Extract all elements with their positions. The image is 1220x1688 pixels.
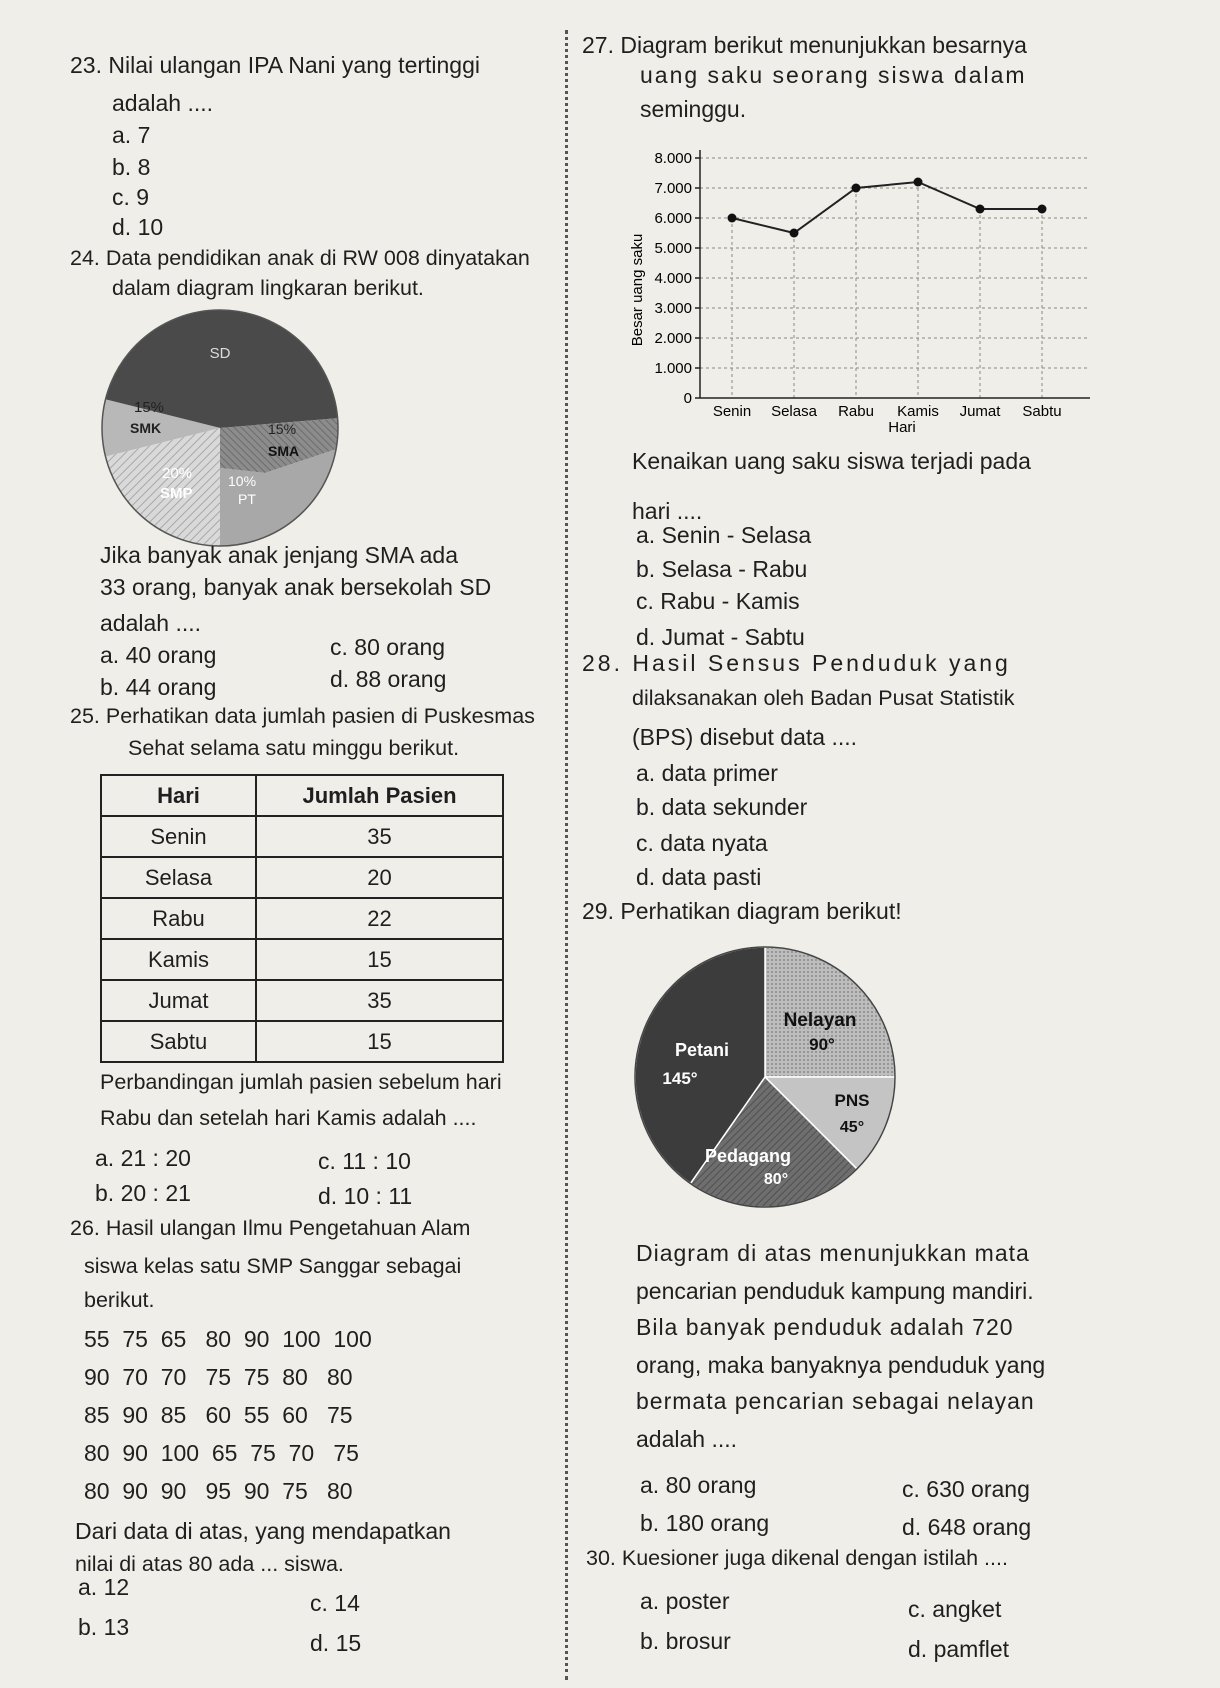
y-tick-label: 1.000 — [654, 360, 692, 377]
q27-stem-line3: seminggu. — [640, 96, 747, 122]
x-category-label: Senin — [712, 403, 752, 420]
pie2-value-pns: 45° — [839, 1119, 865, 1136]
line-chart-point — [914, 178, 923, 187]
pie1-value-smp: 20% — [162, 465, 193, 482]
pie2-value-pedagang: 80° — [763, 1171, 789, 1188]
q26-body-line1: Dari data di atas, yang mendapatkan — [75, 1518, 451, 1544]
q28-option-a: a. data primer — [636, 760, 778, 786]
table-cell-day: Senin — [101, 816, 256, 857]
q26-score-row: 85 90 85 60 55 60 75 — [84, 1402, 353, 1428]
q25-body-line2: Rabu dan setelah hari Kamis adalah .... — [100, 1106, 477, 1130]
column-divider — [565, 30, 568, 1680]
x-category-label: Kamis — [897, 403, 939, 420]
q29-body-line1: Diagram di atas menunjukkan mata — [636, 1240, 1030, 1266]
pie2-value-petani: 145° — [662, 1069, 698, 1088]
q26-option-c: c. 14 — [310, 1590, 360, 1616]
line-chart-series — [732, 182, 1042, 233]
q28-option-b: b. data sekunder — [636, 794, 808, 820]
table-row — [101, 816, 503, 857]
pie1-label-sma: SMA — [268, 443, 300, 459]
table-header-day: Hari — [101, 775, 256, 816]
q30-option-c: c. angket — [908, 1596, 1002, 1622]
q29-body-line2: pencarian penduduk kampung mandiri. — [636, 1278, 1034, 1304]
q23-option-c: c. 9 — [112, 184, 150, 210]
table-cell-day: Jumat — [101, 980, 256, 1021]
pie1-label-smk: SMK — [130, 420, 162, 436]
line-chart-point — [976, 205, 985, 214]
x-category-label: Sabtu — [1022, 403, 1062, 420]
q26-score-row: 80 90 100 65 75 70 75 — [84, 1440, 359, 1466]
x-category-label: Rabu — [838, 403, 874, 420]
table-header-row — [101, 775, 503, 816]
q25-option-d: d. 10 : 11 — [318, 1183, 413, 1209]
q26-stem-line2: siswa kelas satu SMP Sanggar sebagai — [84, 1254, 462, 1278]
q28-stem-line1: 28. Hasil Sensus Penduduk yang — [582, 650, 1011, 676]
y-tick-label: 6.000 — [654, 210, 692, 227]
q27-option-d: d. Jumat - Sabtu — [636, 624, 805, 650]
education-pie-chart — [100, 308, 340, 548]
q27-option-b: b. Selasa - Rabu — [636, 556, 808, 582]
q29-option-a: a. 80 orang — [640, 1472, 757, 1498]
q27-stem-line1: 27. Diagram berikut menunjukkan besarnya — [582, 32, 1027, 58]
table-row — [101, 898, 503, 939]
y-tick-label: 7.000 — [654, 180, 692, 197]
line-chart-point — [728, 214, 737, 223]
q25-option-a: a. 21 : 20 — [95, 1145, 191, 1171]
q29-stem: 29. Perhatikan diagram berikut! — [582, 898, 902, 924]
q29-option-d: d. 648 orang — [902, 1514, 1032, 1540]
table-cell-patients: 15 — [256, 939, 503, 980]
q27-body-line1: Kenaikan uang saku siswa terjadi pada — [632, 448, 1031, 474]
table-cell-day: Selasa — [101, 857, 256, 898]
q26-option-b: b. 13 — [78, 1614, 130, 1640]
table-header-patients: Jumlah Pasien — [256, 775, 503, 816]
q28-option-d: d. data pasti — [636, 864, 762, 890]
q29-option-c: c. 630 orang — [902, 1476, 1030, 1502]
q26-body-line2: nilai di atas 80 ada ... siswa. — [75, 1552, 344, 1576]
q25-option-c: c. 11 : 10 — [318, 1148, 411, 1174]
line-chart-xlabel: Hari — [888, 419, 916, 436]
line-chart-ylabel: Besar uang saku — [629, 233, 646, 347]
line-chart-point — [1038, 205, 1047, 214]
table-cell-day: Kamis — [101, 939, 256, 980]
q24-option-c: c. 80 orang — [330, 634, 446, 660]
q28-option-c: c. data nyata — [636, 830, 768, 856]
pie2-label-nelayan: Nelayan — [783, 1010, 857, 1031]
q24-option-a: a. 40 orang — [100, 642, 217, 668]
pie1-label-pt: PT — [238, 491, 256, 507]
q26-score-row: 55 75 65 80 90 100 100 — [84, 1326, 372, 1352]
q26-option-a: a. 12 — [78, 1574, 130, 1600]
table-row — [101, 980, 503, 1021]
table-row — [101, 1021, 503, 1062]
q24-option-b: b. 44 orang — [100, 674, 217, 700]
q25-body-line1: Perbandingan jumlah pasien sebelum hari — [100, 1070, 502, 1094]
q30-option-a: a. poster — [640, 1588, 730, 1614]
q23-stem-line1: 23. Nilai ulangan IPA Nani yang tertinggi — [70, 52, 481, 78]
q26-score-row: 80 90 90 95 90 75 80 — [84, 1478, 353, 1504]
q30-option-d: d. pamflet — [908, 1636, 1009, 1662]
q23-option-a: a. 7 — [112, 122, 151, 148]
table-cell-day: Sabtu — [101, 1021, 256, 1062]
patient-table — [100, 774, 504, 1063]
q24-stem-line2: dalam diagram lingkaran berikut. — [112, 276, 424, 300]
pie1-label-smp: SMP — [160, 485, 193, 502]
q24-option-d: d. 88 orang — [330, 666, 447, 692]
q24-body-line1: Jika banyak anak jenjang SMA ada — [100, 542, 459, 568]
q26-stem-line3: berikut. — [84, 1288, 155, 1312]
q29-body-line6: adalah .... — [636, 1426, 738, 1452]
q28-stem-line3: (BPS) disebut data .... — [632, 724, 858, 750]
y-tick-label: 3.000 — [654, 300, 692, 317]
q23-option-d: d. 10 — [112, 214, 164, 240]
q27-option-a: a. Senin - Selasa — [636, 522, 812, 548]
table-cell-patients: 35 — [256, 816, 503, 857]
q25-stem-line1: 25. Perhatikan data jumlah pasien di Puskesmas — [70, 704, 535, 728]
table-cell-day: Rabu — [101, 898, 256, 939]
q27-body-line2: hari .... — [632, 498, 703, 524]
y-tick-label: 5.000 — [654, 240, 692, 257]
q28-stem-line2: dilaksanakan oleh Badan Pusat Statistik — [632, 686, 1015, 710]
table-row — [101, 939, 503, 980]
q29-body-line4: orang, maka banyaknya penduduk yang — [636, 1352, 1046, 1378]
q23-stem-line2: adalah .... — [112, 90, 214, 116]
q24-body-line3: adalah .... — [100, 610, 202, 636]
line-chart-point — [852, 184, 861, 193]
y-tick-label: 0 — [683, 390, 692, 407]
pie1-value-sma: 15% — [268, 421, 297, 437]
table-cell-patients: 20 — [256, 857, 503, 898]
q29-body-line5: bermata pencarian sebagai nelayan — [636, 1388, 1035, 1414]
q27-option-c: c. Rabu - Kamis — [636, 588, 800, 614]
pie1-value-pt: 10% — [228, 473, 257, 489]
q23-option-b: b. 8 — [112, 154, 151, 180]
table-cell-patients: 15 — [256, 1021, 503, 1062]
x-category-label: Selasa — [771, 403, 817, 420]
occupation-pie-chart — [630, 942, 900, 1212]
pie2-label-pedagang: Pedagang — [704, 1146, 792, 1166]
pocket-money-line-chart — [620, 140, 1100, 440]
table-row — [101, 857, 503, 898]
q26-option-d: d. 15 — [310, 1630, 362, 1656]
y-tick-label: 8.000 — [654, 150, 692, 167]
q29-option-b: b. 180 orang — [640, 1510, 770, 1536]
x-category-label: Jumat — [959, 403, 1001, 420]
pie2-value-nelayan: 90° — [809, 1035, 835, 1054]
y-tick-label: 2.000 — [654, 330, 692, 347]
pie1-value-smk: 15% — [134, 399, 165, 416]
q24-body-line2: 33 orang, banyak anak bersekolah SD — [100, 574, 492, 600]
table-cell-patients: 22 — [256, 898, 503, 939]
q29-body-line3: Bila banyak penduduk adalah 720 — [636, 1314, 1014, 1340]
q26-stem-line1: 26. Hasil ulangan Ilmu Pengetahuan Alam — [70, 1216, 471, 1240]
q25-option-b: b. 20 : 21 — [95, 1180, 191, 1206]
q30-option-b: b. brosur — [640, 1628, 731, 1654]
pie2-label-pns: PNS — [834, 1091, 870, 1110]
q24-stem-line1: 24. Data pendidikan anak di RW 008 dinyatakan — [70, 246, 530, 270]
q27-stem-line2: uang saku seorang siswa dalam — [640, 62, 1027, 88]
table-cell-patients: 35 — [256, 980, 503, 1021]
pie1-label-sd: SD — [209, 345, 231, 362]
q25-stem-line2: Sehat selama satu minggu berikut. — [128, 736, 460, 760]
q30-stem: 30. Kuesioner juga dikenal dengan istilah .... — [586, 1546, 1008, 1570]
q26-score-row: 90 70 70 75 75 80 80 — [84, 1364, 353, 1390]
pie2-label-petani: Petani — [674, 1040, 730, 1060]
line-chart-point — [790, 229, 799, 238]
y-tick-label: 4.000 — [654, 270, 692, 287]
